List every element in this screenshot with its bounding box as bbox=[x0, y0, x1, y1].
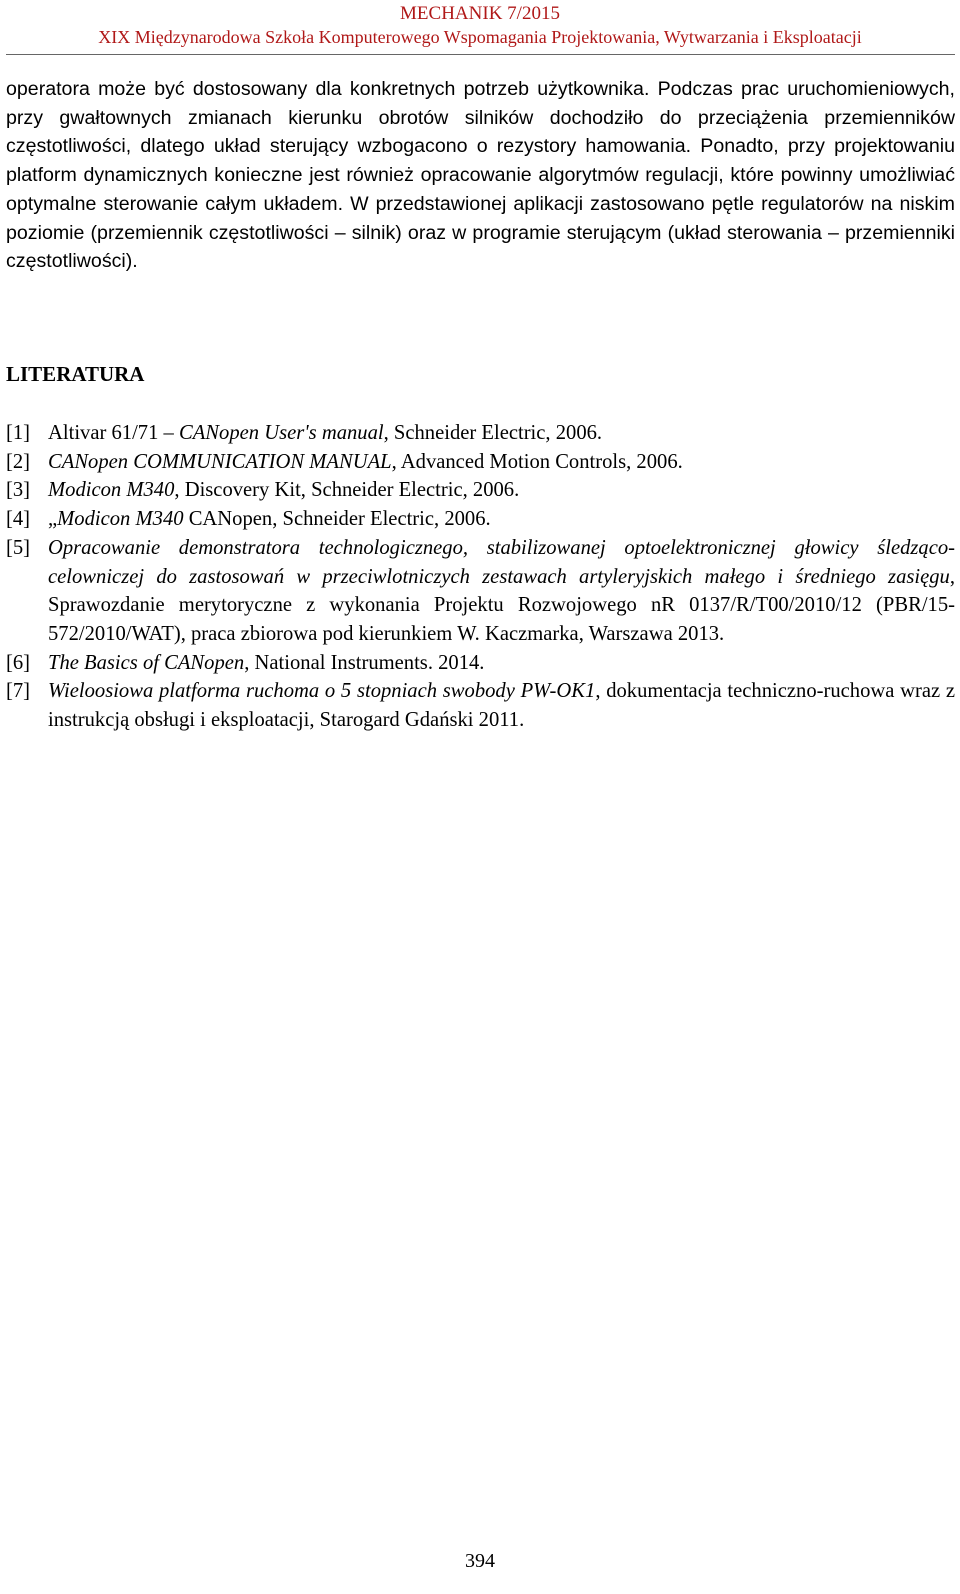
reference-item: [2] CANopen COMMUNICATION MANUAL, Advanced Motion Controls, 2006. bbox=[6, 448, 955, 477]
reference-title: Modicon M340 bbox=[57, 508, 184, 531]
body-paragraph: operatora może być dostosowany dla konkretnych potrzeb użytkownika. Podczas prac uruchomieniowych, przy gwałtownych zmianach kierunku obrotów silników dochodziło do przeciążenia przemienników częstotliwości, dlatego układ sterujący wzbogacono o rezystory hamowania. Ponadto, przy projektowaniu platform dynamicznych konieczne jest również opracowanie algorytmów regulacji, które powinny umożliwiać optymalne sterowanie całym układem. W przedstawionej aplikacji zastosowano pętle regulatorów na niskim poziomie (przemiennik częstotliwości – silnik) oraz w programie sterującym (układ sterowania – przemienniki częstotliwości). bbox=[6, 78, 955, 273]
page-number: 394 bbox=[465, 1550, 495, 1572]
reference-title: Opracowanie demonstratora technologicznego, stabilizowanej optoelektronicznej głowicy śledząco-celowniczej do zastosowań w przeciwlotniczych zestawach artyleryjskich małego i średniego zasięgu bbox=[48, 536, 955, 588]
reference-number: [2] bbox=[6, 450, 31, 473]
reference-title: Modicon M340 bbox=[48, 479, 175, 502]
reference-number: [3] bbox=[6, 479, 31, 502]
reference-item: [6] The Basics of CANopen, National Instruments. 2014. bbox=[6, 649, 955, 678]
body-text bbox=[6, 75, 955, 276]
reference-title: CANopen User's manual bbox=[178, 422, 384, 444]
literature-heading: LITERATURA bbox=[6, 362, 145, 386]
reference-number: [1] bbox=[6, 422, 31, 444]
reference-item: [3] Modicon M340, Discovery Kit, Schneider Electric, 2006. bbox=[6, 476, 955, 505]
reference-number: [5] bbox=[6, 536, 31, 559]
conference-title: XIX Międzynarodowa Szkoła Komputerowego Wspomagania Projektowania, Wytwarzania i Eksploatacji bbox=[98, 27, 862, 47]
reference-item: [1] Altivar 61/71 – CANopen User's manual, Schneider Electric, 2006. bbox=[6, 419, 955, 448]
header-divider bbox=[6, 54, 955, 55]
reference-number: [6] bbox=[6, 651, 31, 674]
reference-number: [7] bbox=[6, 680, 31, 703]
reference-title: The Basics of CANopen bbox=[48, 651, 245, 674]
reference-number: [4] bbox=[6, 508, 31, 531]
reference-title: CANopen COMMUNICATION MANUAL bbox=[48, 450, 392, 473]
page-header bbox=[0, 2, 960, 48]
reference-item: [5] Opracowanie demonstratora technologicznego, stabilizowanej optoelektronicznej głowicy śledząco-celowniczej do zastosowań w przeciwlotniczych zestawach artyleryjskich małego i średniego zasięgu, Sprawozdanie merytoryczne z wykonania Projektu Rozwojowego nR 0137/R/T00/2010/12 (PBR/15-572/2010/WAT), praca zbiorowa pod kierunkiem W. Kaczmarka, Warszawa 2013. bbox=[6, 534, 955, 649]
reference-list bbox=[6, 419, 955, 735]
journal-title: MECHANIK 7/2015 bbox=[400, 3, 560, 24]
reference-item: [4] „Modicon M340 CANopen, Schneider Electric, 2006. bbox=[6, 505, 955, 534]
reference-title: Wieloosiowa platforma ruchoma o 5 stopniach swobody PW-OK1 bbox=[48, 680, 596, 703]
reference-item: [7] Wieloosiowa platforma ruchoma o 5 stopniach swobody PW-OK1, dokumentacja techniczno-ruchowa wraz z instrukcją obsługi i eksploatacji, Starogard Gdański 2011. bbox=[6, 677, 955, 734]
